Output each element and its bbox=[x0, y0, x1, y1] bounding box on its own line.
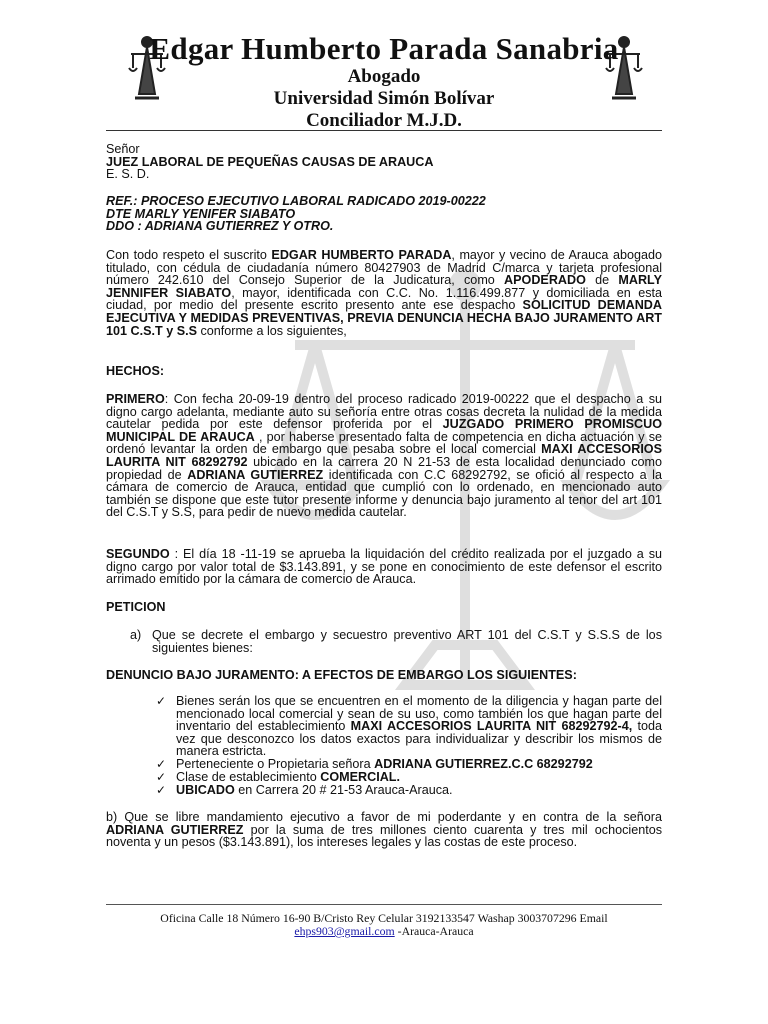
header-divider bbox=[106, 130, 662, 131]
court-name: JUEZ LABORAL DE PEQUEÑAS CAUSAS DE ARAUCA bbox=[106, 154, 434, 169]
bullet-item bbox=[156, 783, 662, 797]
primero-paragraph bbox=[106, 393, 662, 519]
email-link[interactable]: ehps903@gmail.com bbox=[294, 924, 395, 938]
bullet-owner: ADRIANA GUTIERREZ.C.C 68292792 bbox=[374, 757, 593, 771]
lawyer-title: Abogado bbox=[347, 66, 421, 87]
primero-court: JUZGADO PRIMERO PROMISCUO MUNICIPAL DE ARAUCA bbox=[106, 417, 662, 444]
checkmark-icon: ✓ bbox=[156, 757, 167, 771]
bullet-item bbox=[156, 694, 662, 759]
peticion-b-paragraph bbox=[106, 811, 662, 849]
primero-text: : Con fecha 20-09-19 dentro del proceso radicado 2019-00222 que el despacho a su digno cargo adelanta, mediante auto su señoría entre otras cosas decreta la nulidad de la medida cautelar pedida por este defensor proferida por el bbox=[106, 392, 662, 432]
bullet-text: Bienes serán los que se encuentren en el momento de la diligencia y hagan parte del mencionado local comercial y sean de su uso, como también los que hagan parte del inventario del establecimiento bbox=[176, 694, 662, 734]
ref-line-2: DTE MARLY YENIFER SIABATO bbox=[106, 206, 296, 221]
primero-text: ubicado en la carrera 20 N 21-53 de esta localidad denunciado como propiedad de bbox=[106, 454, 662, 482]
primero-text: , por haberse presentado falta de competencia en dicha actuación y se ordenó levantar la orden de embargo que pesaba sobre el local comercial bbox=[106, 429, 662, 457]
peticion-b-text: b) Que se libre mandamiento ejecutivo a favor de mi poderdante y en contra de la señora bbox=[106, 810, 662, 824]
lawyer-conciliator: Conciliador M.J.D. bbox=[306, 110, 462, 131]
reference-block bbox=[106, 195, 662, 233]
intro-apoderado: APODERADO bbox=[504, 273, 586, 288]
intro-text: , mayor y vecino de Arauca abogado titulado, con cédula de ciudadanía número 80427903 de Madrid C/marca y tarjeta profesional número 242.610 del Consejo Superior de la Judicatura, como bbox=[106, 248, 662, 288]
footer-contact: Oficina Calle 18 Número 16-90 B/Cristo Rey Celular 3192133547 Washap 3003707296 Email bbox=[160, 911, 608, 925]
recipient-block bbox=[106, 143, 662, 181]
footer-line-2 bbox=[106, 925, 662, 938]
footer bbox=[106, 912, 662, 938]
intro-client-name: MARLY JENNIFER SIABATO bbox=[106, 273, 662, 300]
salutation: Señor bbox=[106, 142, 140, 156]
hechos-heading: HECHOS: bbox=[106, 364, 165, 378]
bullet-text: toda vez que desconozco los datos exactos para individualizar y describir los mismos de manera estricta. bbox=[176, 719, 662, 759]
primero-defendant: ADRIANA GUTIERREZ bbox=[187, 467, 324, 482]
checkmark-icon: ✓ bbox=[156, 694, 167, 708]
peticion-heading: PETICION bbox=[106, 600, 166, 614]
footer-divider bbox=[106, 904, 662, 905]
segundo-label: SEGUNDO bbox=[106, 547, 170, 561]
peticion-a-text: Que se decrete el embargo y secuestro preventivo ART 101 del C.S.T y S.S.S de los siguientes bienes: bbox=[152, 628, 662, 655]
lawyer-name: Edgar Humberto Parada Sanabria bbox=[149, 31, 619, 66]
bullet-item bbox=[156, 770, 662, 784]
primero-text: identificada con C.C 68292792, se ofició al respecto a la cámara de comercio de Arauca, entidad que cumplió con lo ordenado, en mencionado auto también se dispone que este tutor presente informe y denuncia bajo juramento al tenor del art 101 del C.S.T y S.S, para pedir de nuevo medida cautelar. bbox=[106, 467, 662, 520]
bullet-text: Clase de establecimiento bbox=[176, 770, 321, 784]
checkmark-icon: ✓ bbox=[156, 770, 167, 784]
intro-text: , mayor, identificada con C.C. No. 1.116.499.877 y domiciliada en esta ciudad, por medio del presente escrito presento ante ese despacho bbox=[106, 285, 663, 313]
lawyer-university: Universidad Simón Bolívar bbox=[273, 88, 495, 109]
intro-text: de bbox=[585, 273, 619, 288]
intro-lawyer-name: EDGAR HUMBERTO PARADA bbox=[271, 248, 452, 262]
peticion-b-text: por la suma de tres millones ciento cuarenta y tres mil ochocientos noventa y un pesos ($3.143.891), los intereses legales y las costas de este proceso. bbox=[106, 822, 662, 850]
bullet-item bbox=[156, 757, 662, 771]
letterhead bbox=[100, 32, 668, 132]
intro-request: SOLICITUD DEMANDA EJECUTIVA Y MEDIDAS PREVENTIVAS, PREVIA DENUNCIA HECHA BAJO JURAMENTO ART 101 C.S.T y S.S bbox=[106, 298, 662, 338]
bullet-text: en Carrera 20 # 21-53 Arauca-Arauca. bbox=[234, 783, 453, 797]
footer-city: -Arauca-Arauca bbox=[394, 924, 474, 938]
bullet-business: MAXI ACCESORIOS LAURITA NIT 68292792-4, bbox=[350, 719, 633, 734]
bullet-text: Perteneciente o Propietaria señora bbox=[176, 757, 375, 771]
primero-label: PRIMERO bbox=[106, 392, 165, 406]
denuncio-heading: DENUNCIO BAJO JURAMENTO: A EFECTOS DE EMBARGO LOS SIGUIENTES: bbox=[106, 668, 577, 682]
segundo-paragraph bbox=[106, 548, 662, 586]
ref-line-3: DDO : ADRIANA GUTIERREZ Y OTRO. bbox=[106, 219, 334, 234]
intro-text: Con todo respeto el suscrito bbox=[106, 248, 272, 262]
bullet-type: COMERCIAL. bbox=[320, 770, 400, 784]
primero-business: MAXI ACCESORIOS LAURITA NIT 68292792 bbox=[106, 442, 663, 469]
peticion-b-defendant: ADRIANA GUTIERREZ bbox=[106, 822, 244, 837]
checkmark-icon: ✓ bbox=[156, 783, 167, 797]
ref-line-1: REF.: PROCESO EJECUTIVO LABORAL RADICADO 2019-00222 bbox=[106, 194, 486, 208]
esd-line: E. S. D. bbox=[106, 167, 150, 182]
intro-paragraph bbox=[106, 249, 662, 337]
bullet-ubicado: UBICADO bbox=[176, 783, 235, 797]
peticion-a-marker: a) bbox=[130, 628, 142, 642]
intro-text: conforme a los siguientes, bbox=[197, 323, 347, 338]
segundo-text: : El día 18 -11-19 se aprueba la liquidación del crédito realizada por el juzgado a su digno cargo por valor total de $3.143.891, y se pone en conocimiento de este defensor el escrito arrimado emitido por la cámara de comercio de Arauca. bbox=[106, 547, 662, 587]
